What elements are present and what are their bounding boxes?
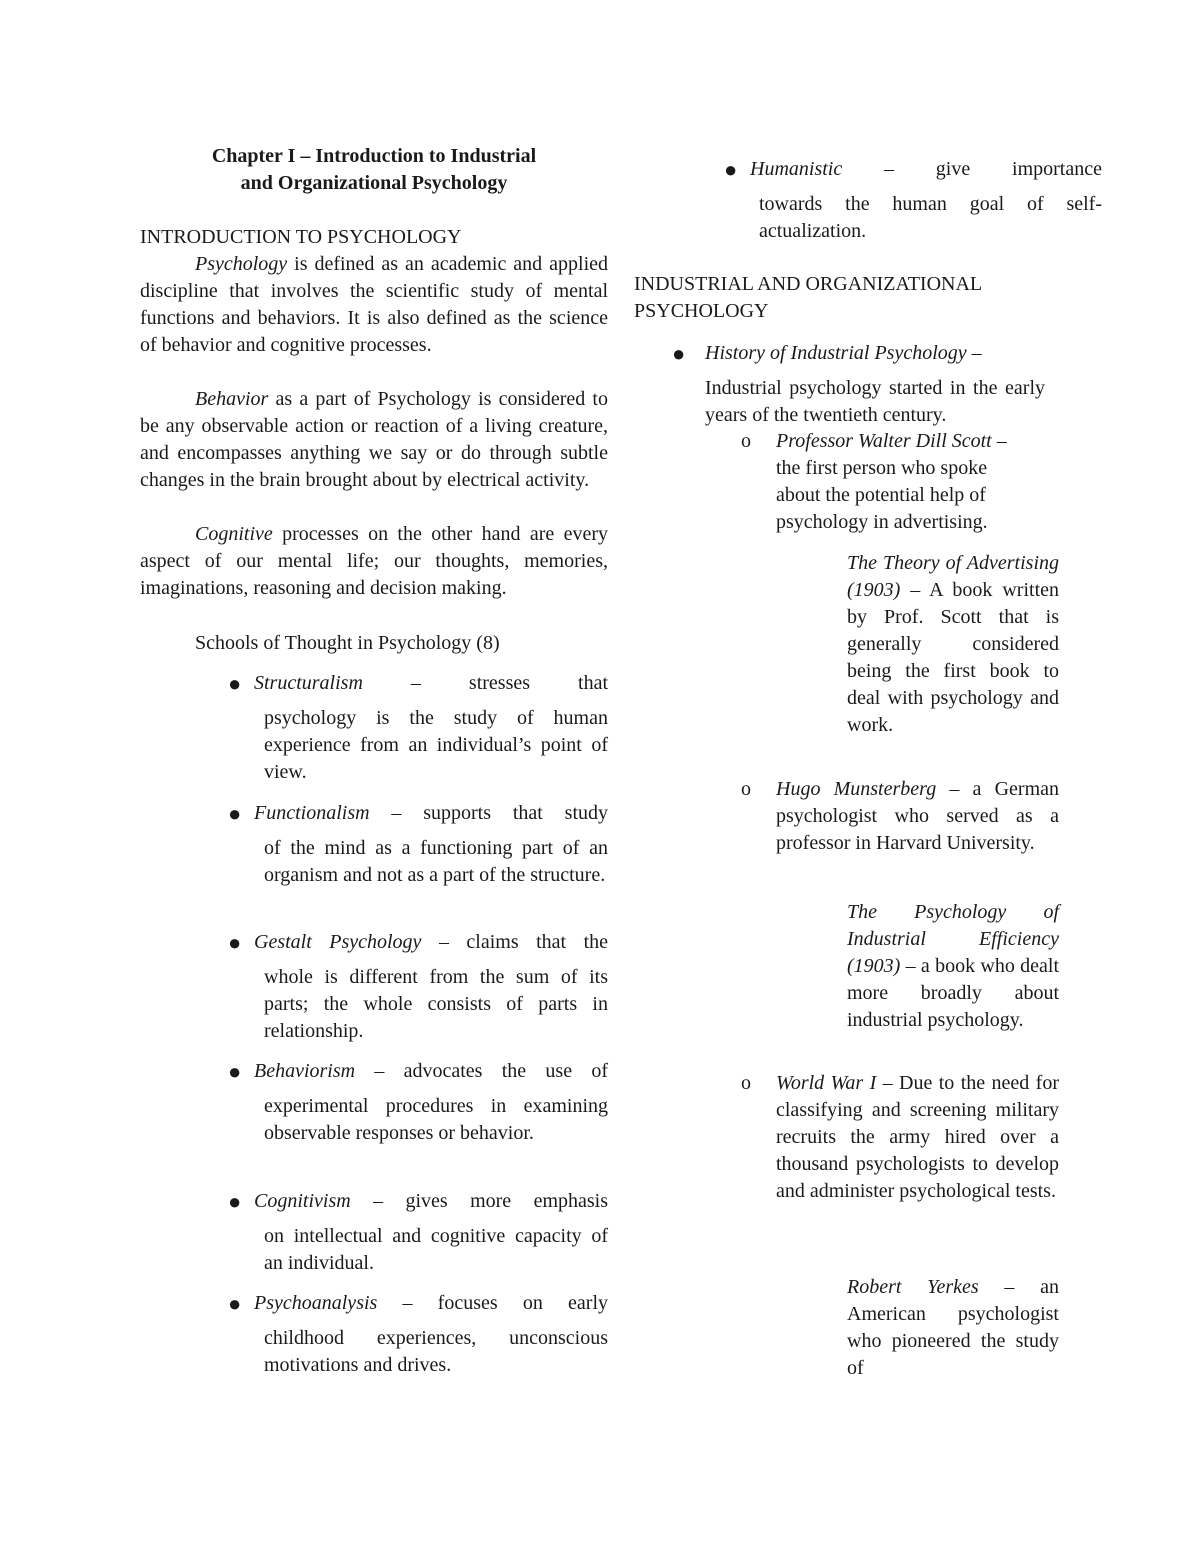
note-term: The Psychology of Industrial Efficiency (1903) <box>847 901 1059 977</box>
school-desc-start: – focuses on early <box>402 1292 609 1314</box>
circle-bullet-icon: o <box>741 778 751 800</box>
school-term: Humanistic <box>750 158 843 180</box>
schools-label: Schools of Thought in Psychology (8) <box>195 632 500 654</box>
item-world-war-i <box>776 1070 1059 1205</box>
item-walter-scott <box>776 428 1028 536</box>
note-text: – A book written by Prof. Scott that is generally considered being the first book to deal with psychology and work. <box>847 579 1059 736</box>
paragraph-psychology <box>140 251 608 359</box>
school-desc-start: – advocates the use of <box>374 1060 608 1082</box>
item-term: Professor Walter Dill Scott <box>776 430 992 452</box>
note-term: The Theory of Advertising (1903) <box>847 552 1059 601</box>
bullet-icon: ● <box>228 671 242 696</box>
school-first-line <box>254 1058 608 1085</box>
school-desc-rest: on intellectual and cognitive capacity of an individual. <box>264 1225 608 1274</box>
school-desc-start: – stresses that <box>410 672 608 694</box>
paragraph-cognitive <box>140 521 608 602</box>
school-first-line <box>750 156 1102 183</box>
school-desc-rest: psychology is the study of human experience from an individual’s point of view. <box>264 707 608 783</box>
paragraph-behavior-text: as a part of Psychology is considered to be any observable action or reaction of a living creature, and encompasses anything we say or do through subtle changes in the brain brought about by electrical activity. <box>140 388 608 491</box>
bullet-icon: ● <box>228 801 242 826</box>
school-term: Gestalt Psychology <box>254 931 422 953</box>
school-desc-rest: towards the human goal of self-actualization. <box>759 193 1102 242</box>
history-dash: – <box>966 342 982 364</box>
bullet-icon: ● <box>228 1189 242 1214</box>
paragraph-behavior <box>140 386 608 494</box>
note-industrial-efficiency <box>847 899 1059 1034</box>
school-desc-rest: experimental procedures in examining observable responses or behavior. <box>264 1095 608 1144</box>
item-text: – the first person who spoke about the potential help of psychology in advertising. <box>776 430 1007 533</box>
school-desc-rest: whole is different from the sum of its parts; the whole consists of parts in relationship. <box>264 966 608 1042</box>
history-text: Industrial psychology started in the early years of the twentieth century. <box>705 377 1045 426</box>
circle-bullet-icon: o <box>741 430 751 452</box>
paragraph-psychology-text: is defined as an academic and applied discipline that involves the scientific study of mental functions and behaviors. It is also defined as the science of behavior and cognitive processes. <box>140 253 608 356</box>
note-theory-of-advertising <box>847 550 1059 739</box>
school-first-line <box>254 929 608 956</box>
term-psychology: Psychology <box>195 253 288 275</box>
school-desc-start: – supports that study <box>391 802 608 824</box>
term-cognitive: Cognitive <box>195 523 273 545</box>
note-text: – an American psychologist who pioneered the study of <box>847 1276 1059 1379</box>
item-term: World War I <box>776 1072 877 1094</box>
bullet-icon: ● <box>672 341 686 366</box>
school-term: Cognitivism <box>254 1190 351 1212</box>
school-first-line <box>254 1290 608 1317</box>
item-hugo-munsterberg <box>776 776 1059 857</box>
school-first-line <box>254 800 608 827</box>
title-line-1: Chapter I – Introduction to Industrial <box>211 145 537 167</box>
school-desc-rest: childhood experiences, unconscious motivations and drives. <box>264 1327 608 1376</box>
item-term: Hugo Munsterberg <box>776 778 937 800</box>
section-heading-intro: INTRODUCTION TO PSYCHOLOGY <box>140 226 462 248</box>
bullet-icon: ● <box>724 157 738 182</box>
school-desc-rest: of the mind as a functioning part of an organism and not as a part of the structure. <box>264 837 608 886</box>
school-term: Psychoanalysis <box>254 1292 378 1314</box>
school-term: Functionalism <box>254 802 370 824</box>
school-term: Behaviorism <box>254 1060 356 1082</box>
paragraph-cognitive-text: processes on the other hand are every aspect of our mental life; our thoughts, memories, imaginations, reasoning and decision making. <box>140 523 608 599</box>
page-title <box>140 143 608 197</box>
term-behavior: Behavior <box>195 388 269 410</box>
school-desc-start: – give importance <box>884 158 1102 180</box>
bullet-icon: ● <box>228 930 242 955</box>
note-robert-yerkes <box>847 1274 1059 1382</box>
school-first-line <box>254 1188 608 1215</box>
school-desc-start: – gives more emphasis <box>373 1190 609 1212</box>
circle-bullet-icon: o <box>741 1072 751 1094</box>
history-term: History of Industrial Psychology <box>705 342 967 364</box>
school-term: Structuralism <box>254 672 363 694</box>
item-text: – Due to the need for classifying and screening military recruits the army hired over a thousand psychologists to develop and administer psychological tests. <box>776 1072 1059 1202</box>
note-term: Robert Yerkes <box>847 1276 979 1298</box>
school-desc-start: – claims that the <box>438 931 609 953</box>
section-heading-io: INDUSTRIAL AND ORGANIZATIONAL PSYCHOLOGY <box>634 273 982 322</box>
note-text: – a book who dealt more broadly about industrial psychology. <box>847 955 1059 1031</box>
title-line-2: and Organizational Psychology <box>240 172 508 194</box>
bullet-icon: ● <box>228 1291 242 1316</box>
bullet-icon: ● <box>228 1059 242 1084</box>
item-text: – a German psychologist who served as a professor in Harvard University. <box>776 778 1059 854</box>
history-title <box>705 340 1065 367</box>
school-first-line <box>254 670 608 697</box>
